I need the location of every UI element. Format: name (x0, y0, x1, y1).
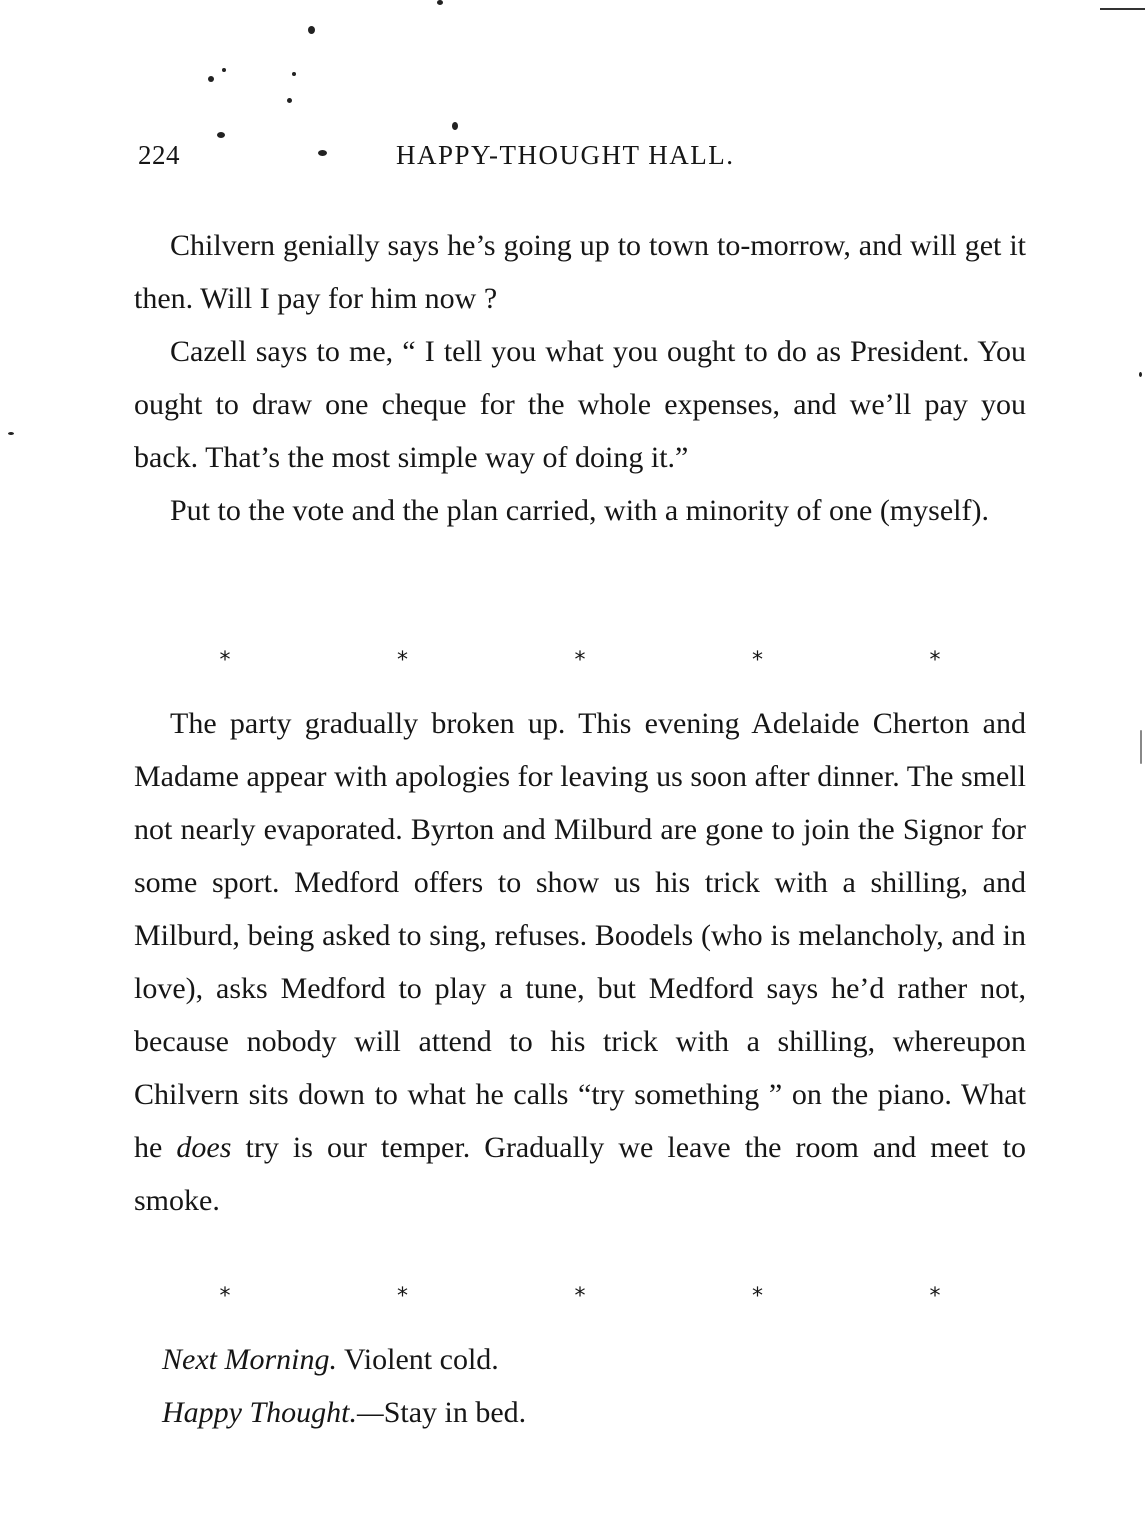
paragraph (134, 697, 1026, 1227)
paragraph-text: The party gradually broken up. This evening Adelaide Cherton and Madame appear with apologies for leaving us soon after dinner. The smell not nearly evaporated. Byrton and Milburd are gone to join the Signor for some sport. Medford offers to show us his trick with a shilling, and Milburd, being asked to sing, refuses. Boodels (who is melancholy, and in love), asks Medford to play a tune, but Medford says he’d rather not, because nobody will attend to his trick with a shilling, whereupon Chilvern sits down to what he calls “try something ” on the piano. What he (134, 707, 1026, 1164)
entry-text: Violent cold. (336, 1343, 499, 1376)
scan-speck (437, 0, 443, 5)
scan-speck (222, 68, 226, 72)
running-title: HAPPY-THOUGHT HALL. (396, 140, 735, 170)
paragraph: Chilvern genially says he’s going up to town to-morrow, and will get it then. Will I pay for him now ? (134, 229, 1026, 315)
scan-speck (287, 98, 292, 103)
entry-heading: Happy Thought.— (162, 1396, 384, 1429)
text-block-middle (134, 697, 1026, 1227)
scan-speck (8, 432, 14, 435)
scan-speck (292, 72, 296, 76)
text-block-entries (134, 1333, 1026, 1439)
separator-asterisk: * (219, 648, 231, 673)
paragraph: Put to the vote and the plan carried, with a minority of one (myself). (170, 494, 989, 527)
page-number: 224 (138, 140, 180, 170)
diary-entry (134, 1333, 1026, 1386)
paragraph: Cazell says to me, “ I tell you what you ought to do as President. You ought to draw one cheque for the whole expenses, and we’ll pay you back. That’s the most simple way of doing it.” (134, 335, 1026, 474)
separator-asterisk: * (929, 1284, 941, 1309)
scan-corner-mark (1100, 8, 1145, 10)
paragraph-text: try is our temper. Gradually we leave the room and meet to smoke. (134, 1131, 1026, 1217)
emphasis: does (176, 1131, 232, 1164)
separator-asterisk: * (219, 1284, 231, 1309)
separator-asterisk: * (929, 648, 941, 673)
entry-text: Stay in bed. (383, 1396, 527, 1429)
separator-asterisk: * (397, 648, 408, 673)
separator-asterisk: * (397, 1284, 408, 1309)
running-header (138, 140, 1038, 180)
entry-heading: Next Morning. (162, 1343, 337, 1376)
scan-speck (1139, 372, 1142, 377)
scan-speck (308, 26, 315, 34)
scan-edge-line (1140, 730, 1142, 764)
section-separator (210, 648, 950, 673)
scan-speck (452, 122, 458, 130)
separator-asterisk: * (574, 648, 586, 673)
separator-asterisk: * (752, 1284, 763, 1309)
text-block-top (134, 219, 1026, 537)
separator-asterisk: * (752, 648, 763, 673)
separator-asterisk: * (574, 1284, 586, 1309)
scan-speck (208, 76, 214, 82)
diary-entry (134, 1386, 1026, 1439)
scan-speck (217, 132, 225, 138)
section-separator (210, 1284, 950, 1309)
